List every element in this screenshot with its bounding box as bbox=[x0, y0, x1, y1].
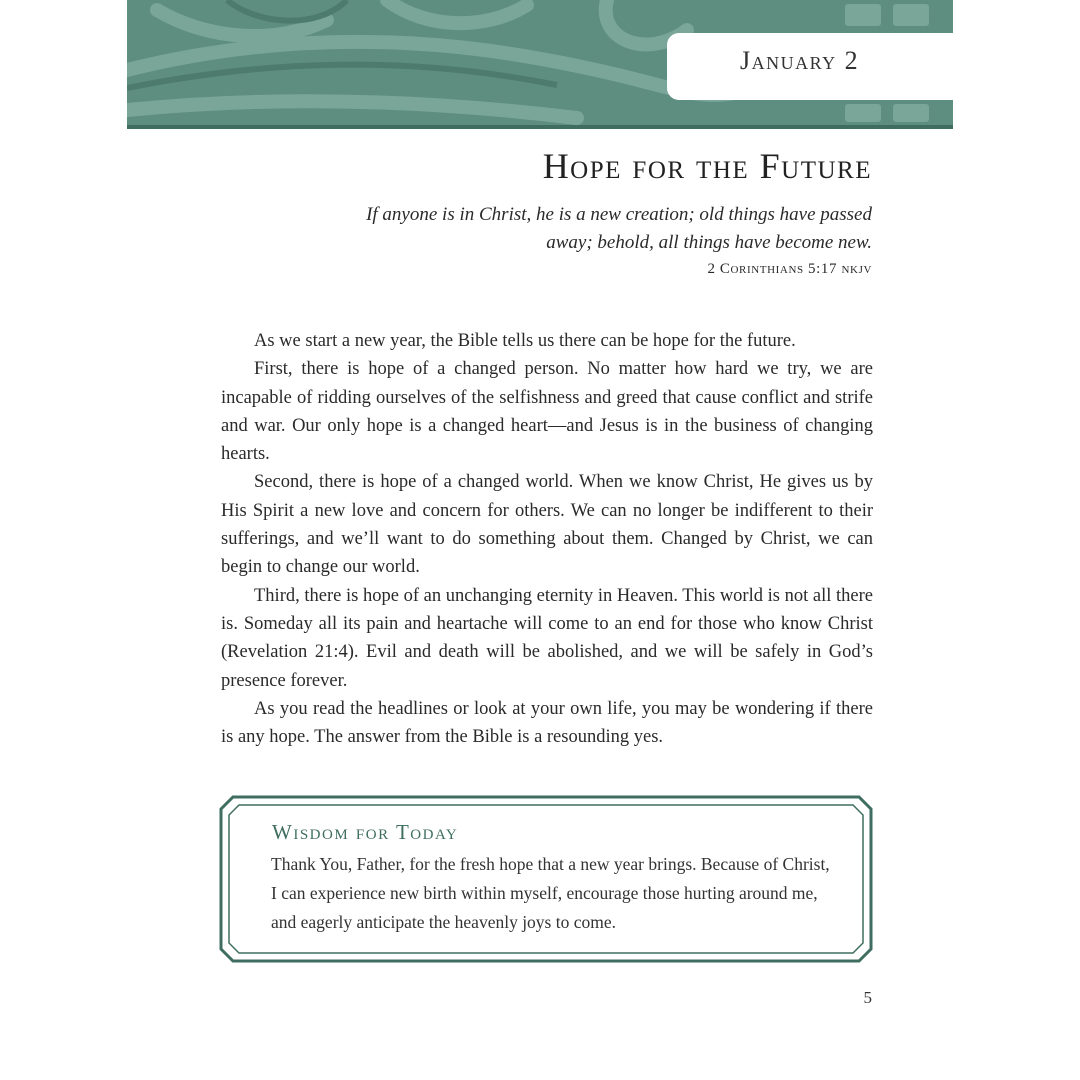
body-paragraph: As we start a new year, the Bible tells us there can be hope for the future. bbox=[254, 331, 796, 351]
date-label: January 2 bbox=[740, 46, 860, 75]
page-number: 5 bbox=[863, 988, 872, 1007]
body-paragraph: Third, there is hope of an unchanging eternity in Heaven. This world is not all there is. Someday all its pain and heartache will come to an end for those who know Christ (Revelation 21:4). Evil and death will be abolished, and we will be safely in God’s presence forever. bbox=[221, 585, 873, 691]
scripture-verse: If anyone is in Christ, he is a new creation; old things have passed away; behold, all things have become new. bbox=[366, 204, 872, 253]
devotion-body bbox=[221, 327, 873, 751]
body-paragraph: Second, there is hope of a changed world. When we know Christ, He gives us by His Spirit a new love and concern for others. We can no longer be indifferent to their sufferings, and we’ll want to do something about them. Changed by Christ, we can begin to change our world. bbox=[221, 472, 873, 578]
body-paragraph: As you read the headlines or look at your own life, you may be wondering if there is any hope. The answer from the Bible is a resounding yes. bbox=[221, 698, 873, 748]
devotion-title: Hope for the Future bbox=[542, 146, 872, 186]
body-paragraph: First, there is hope of a changed person. No matter how hard we try, we are incapable of ridding ourselves of the selfishness and greed that cause conflict and strife and war. Our only hope is a changed heart—and Jesus is in the business of changing hearts. bbox=[221, 359, 873, 465]
scripture-reference: 2 Corinthians 5:17 nkjv bbox=[707, 261, 872, 277]
wisdom-prayer: Thank You, Father, for the fresh hope that a new year brings. Because of Christ, I can experience new birth within myself, encourage those hurting around me, and eagerly anticipate the heavenly joys to come. bbox=[271, 854, 830, 932]
wisdom-heading: Wisdom for Today bbox=[272, 820, 459, 844]
